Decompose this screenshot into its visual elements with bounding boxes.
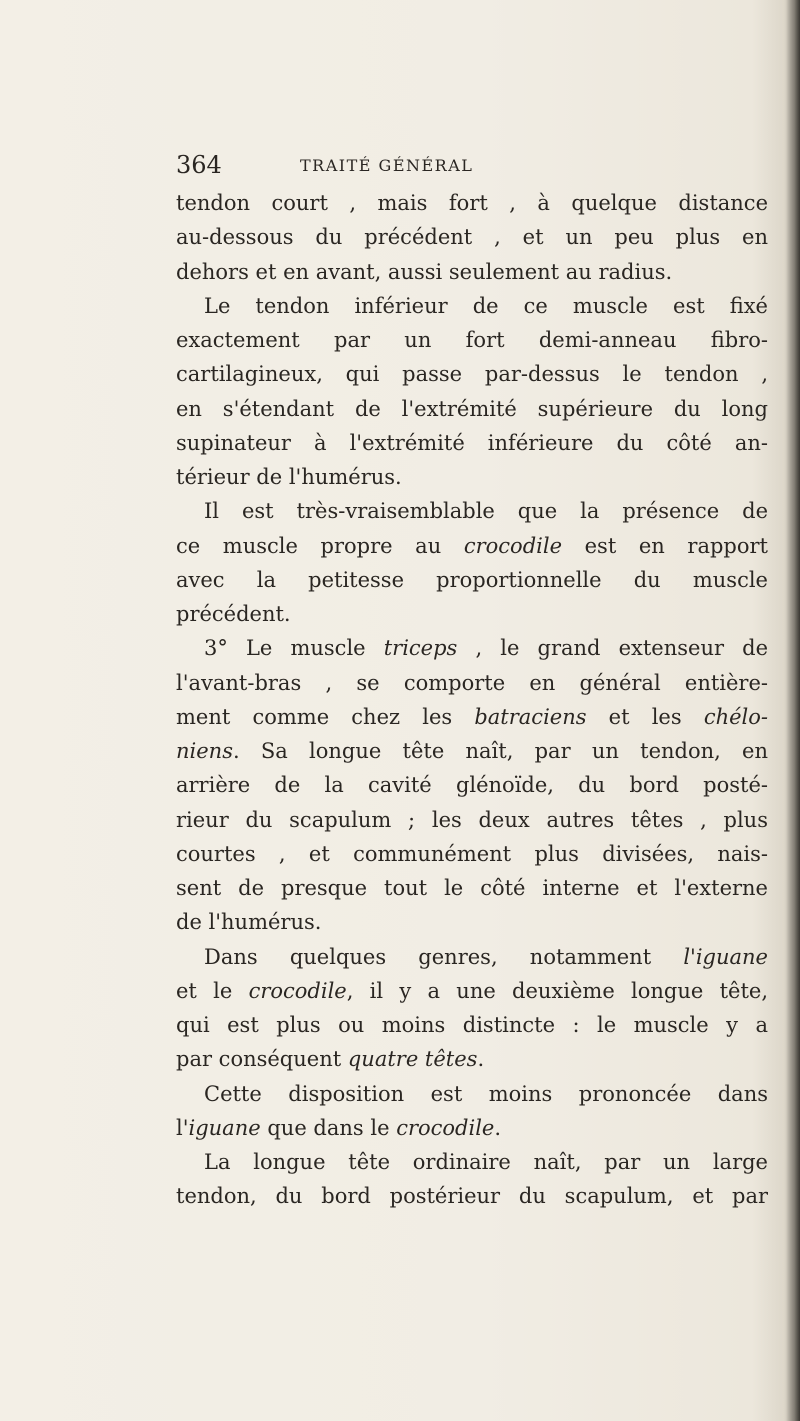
text-line — [176, 1008, 768, 1042]
text-segment: arrière de la cavité glénoïde, du bord posté- — [176, 773, 768, 798]
text-segment: Il est très-vraisemblable que la présence de — [204, 499, 768, 524]
text-line — [176, 1042, 768, 1076]
text-line — [176, 494, 768, 528]
text-line — [176, 871, 768, 905]
text-line — [176, 1111, 768, 1145]
page-header — [176, 150, 776, 180]
text-line — [176, 255, 768, 289]
text-line — [176, 1145, 768, 1179]
page-edge-shadow — [786, 0, 800, 1421]
text-segment: exactement par un fort demi-anneau fibro- — [176, 328, 768, 352]
text-segment: que dans le — [260, 1115, 397, 1140]
text-line — [176, 357, 768, 391]
text-line — [176, 597, 768, 631]
text-segment: en s'étendant de l'extrémité supérieure du long — [176, 396, 768, 421]
text-segment: Dans quelques genres, notamment — [204, 944, 684, 969]
text-line — [176, 289, 768, 323]
text-segment: par conséquent — [176, 1047, 348, 1072]
text-segment: avec la petitesse proportionnelle du muscle — [176, 567, 768, 592]
text-segment: tendon, du bord postérieur du scapulum, et par — [176, 1184, 768, 1209]
text-segment: dehors et en avant, aussi seulement au radius. — [176, 259, 673, 284]
text-line — [176, 734, 768, 768]
text-line — [176, 803, 768, 837]
italic-term: triceps — [383, 636, 458, 661]
text-line — [176, 563, 768, 597]
text-line — [176, 974, 768, 1008]
text-line — [176, 220, 768, 254]
text-segment: , il y a une deuxième longue tête, — [346, 978, 768, 1003]
text-segment: cartilagineux, qui passe par-dessus le tendon , — [176, 362, 768, 387]
text-segment: . Sa longue tête naît, par un tendon, en — [232, 739, 768, 763]
page-number: 364 — [176, 151, 222, 179]
text-segment: 3° Le muscle — [204, 636, 384, 661]
text-segment: La longue tête ordinaire naît, par un large — [204, 1150, 768, 1174]
text-line — [176, 768, 768, 802]
text-line — [176, 700, 768, 734]
text-segment: . — [494, 1115, 502, 1140]
text-line — [176, 666, 768, 700]
text-segment: . — [477, 1047, 485, 1072]
running-title: TRAITÉ GÉNÉRAL — [300, 156, 474, 175]
text-segment: et le — [176, 978, 249, 1003]
text-line — [176, 186, 768, 220]
text-segment: térieur de l'humérus. — [176, 465, 402, 489]
text-segment: sent de presque tout le côté interne et l'externe — [176, 876, 768, 900]
text-line — [176, 1077, 768, 1111]
text-segment: l' — [176, 1115, 189, 1140]
text-segment: Cette disposition est moins prononcée dans — [204, 1081, 768, 1106]
text-line — [176, 940, 768, 974]
italic-term: niens — [176, 739, 233, 763]
text-segment: de l'humérus. — [176, 910, 322, 935]
italic-term: batraciens — [474, 704, 587, 729]
text-line — [176, 460, 768, 494]
text-line — [176, 426, 768, 460]
text-segment: qui est plus ou moins distincte : le muscle y a — [176, 1013, 768, 1037]
italic-term: l'iguane — [683, 944, 768, 969]
text-segment: l'avant-bras , se comporte en général entière- — [176, 670, 768, 695]
text-segment: et les — [586, 704, 704, 729]
text-segment: rieur du scapulum ; les deux autres têtes , plus — [176, 807, 768, 832]
text-segment: est en rapport — [562, 533, 768, 558]
text-segment: supinateur à l'extrémité inférieure du côté an- — [176, 430, 768, 455]
text-segment: ment comme chez les — [176, 704, 475, 729]
text-segment: Le tendon inférieur de ce muscle est fixé — [204, 293, 768, 318]
text-segment: tendon court , mais fort , à quelque distance — [176, 191, 768, 215]
text-line — [176, 323, 768, 357]
text-line — [176, 631, 768, 665]
body-text — [176, 186, 768, 1214]
text-segment: ce muscle propre au — [176, 533, 464, 558]
text-line — [176, 529, 768, 563]
text-line — [176, 1179, 768, 1213]
italic-term: crocodile — [463, 533, 562, 558]
text-line — [176, 905, 768, 939]
text-line — [176, 837, 768, 871]
text-segment: au-dessous du précédent , et un peu plus en — [176, 225, 768, 250]
italic-term: chélo- — [703, 704, 768, 729]
text-line — [176, 392, 768, 426]
text-segment: précédent. — [176, 602, 291, 626]
italic-term: crocodile — [396, 1115, 495, 1140]
text-segment: , le grand extenseur de — [457, 636, 768, 661]
italic-term: crocodile — [248, 978, 347, 1003]
italic-term: iguane — [188, 1115, 261, 1140]
italic-term: quatre têtes — [347, 1047, 478, 1072]
text-segment: courtes , et communément plus divisées, nais- — [176, 841, 768, 866]
